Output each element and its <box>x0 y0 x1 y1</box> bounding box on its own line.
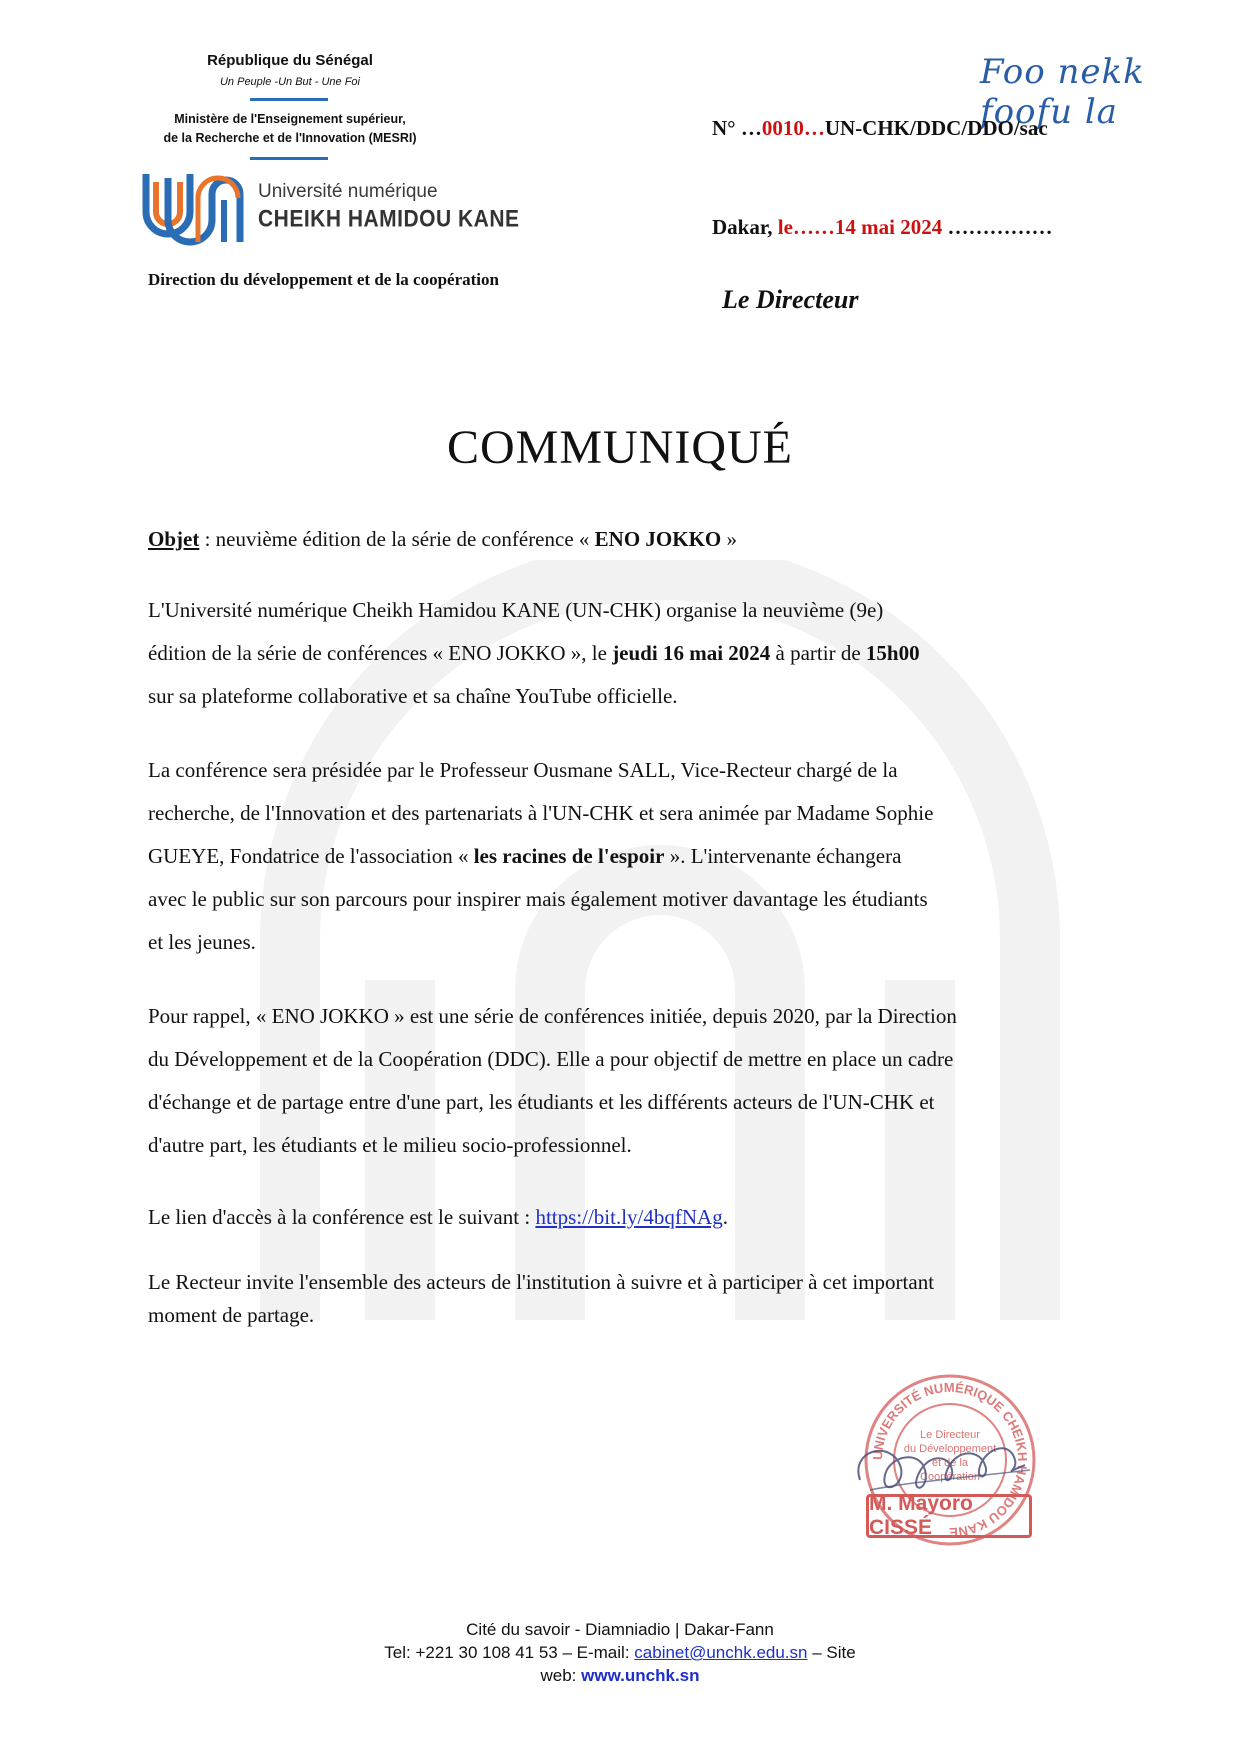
footer-email-link[interactable]: cabinet@unchk.edu.sn <box>634 1643 808 1662</box>
ref-suffix: UN-CHK/DDC/DDO/sac <box>824 116 1048 140</box>
stamp-center-4: Coopération <box>920 1471 980 1483</box>
footer-contact <box>0 1643 1240 1663</box>
subject-line <box>148 518 1098 561</box>
footer-phone: Tel: +221 30 108 41 53 – E-mail: <box>384 1643 635 1662</box>
stamp-center-3: et de la <box>931 1457 969 1469</box>
p3-line-4: d'autre part, les étudiants et le milieu socio-professionnel. <box>148 1133 632 1157</box>
conference-link[interactable]: https://bit.ly/4bqfNAg <box>535 1205 723 1229</box>
reference-number <box>712 116 1048 141</box>
sender-title: Le Directeur <box>722 285 859 314</box>
p5-line-1: Le Recteur invite l'ensemble des acteurs de l'institution à suivre et à participer à cet important <box>148 1270 935 1294</box>
date-suffix: …………… <box>942 215 1053 239</box>
footer-web-label: web: <box>540 1666 582 1685</box>
p2-line-2: recherche, de l'Innovation et des partenariats à l'UN-CHK et sera animée par Madame Sophie <box>148 801 934 825</box>
ministry-line-2: de la Recherche et de l'Innovation (MESRI) <box>163 131 417 145</box>
footer-web <box>0 1666 1240 1686</box>
p1-line-1: L'Université numérique Cheikh Hamidou KANE (UN-CHK) organise la neuvième (9e) <box>148 598 884 622</box>
p3-line-2: du Développement et de la Coopération (DDC). Elle a pour objectif de mettre en place un cadre <box>148 1047 954 1071</box>
ref-number: 0010… <box>761 116 825 140</box>
signatory-name: M. Mayoro CISSÉ <box>869 1492 973 1539</box>
footer-site-label: – Site <box>807 1643 856 1662</box>
page-title: COMMUNIQUÉ <box>447 421 793 474</box>
p2-line-4: avec le public sur son parcours pour inspirer mais également motiver davantage les étudiants <box>148 887 928 911</box>
paragraph-4 <box>148 1196 1098 1239</box>
p4-text: Le lien d'accès à la conférence est le suivant : <box>148 1205 536 1229</box>
national-motto: Un Peuple -Un But - Une Foi <box>219 76 360 88</box>
p4-end: . <box>722 1205 728 1229</box>
paragraph-3 <box>148 995 1098 1167</box>
republic-name: République du Sénégal <box>207 52 373 69</box>
paragraph-1 <box>148 589 1098 718</box>
divider <box>250 98 328 101</box>
p5-line-2: moment de partage. <box>148 1303 315 1327</box>
ministry-line-1: Ministère de l'Enseignement supérieur, <box>174 112 406 126</box>
p1-text: à partir de <box>770 641 866 665</box>
p2-text: GUEYE, Fondatrice de l'association « <box>148 844 474 868</box>
ref-prefix: N° … <box>712 116 762 140</box>
p1-line-3: sur sa plateforme collaborative et sa chaîne YouTube officielle. <box>148 684 678 708</box>
stamp-center-1: Le Directeur <box>920 1429 980 1441</box>
association-name: les racines de l'espoir <box>473 844 665 868</box>
divider <box>250 157 328 160</box>
date-prefix: Dakar, <box>712 215 778 239</box>
p2-line-5: et les jeunes. <box>148 930 256 954</box>
ministry-name <box>130 110 450 148</box>
footer-website-link[interactable]: www.unchk.sn <box>581 1666 700 1685</box>
subject-end: » <box>721 527 738 551</box>
p3-line-1: Pour rappel, « ENO JOKKO » est une série de conférences initiée, depuis 2020, par la Direction <box>148 1004 957 1028</box>
p1-line-2 <box>148 632 1098 675</box>
p1-text: édition de la série de conférences « ENO JOKKO », le <box>148 641 613 665</box>
university-name-line-1: Université numérique <box>258 181 438 202</box>
p2-text: ». L'intervenante échangera <box>664 844 902 868</box>
footer-address: Cité du savoir - Diamniadio | Dakar-Fann <box>466 1620 774 1639</box>
subject-label: Objet <box>148 527 200 551</box>
stamp-name-box <box>866 1494 1032 1538</box>
p2-line-1: La conférence sera présidée par le Professeur Ousmane SALL, Vice-Recteur chargé de la <box>148 758 898 782</box>
stamp-ring-text: UNIVERSITÉ NUMÉRIQUE CHEIKH HAMIDOU KANE <box>869 1379 1031 1541</box>
p3-line-3: d'échange et de partage entre d'une part, les étudiants et les différents acteurs de l'UN-CHK et <box>148 1090 935 1114</box>
p2-line-3 <box>148 835 1098 878</box>
direction-name: Direction du développement et de la coopération <box>148 270 499 289</box>
subject-text: : neuvième édition de la série de conférence « <box>199 527 595 551</box>
event-date: jeudi 16 mai 2024 <box>612 641 771 665</box>
paragraph-2 <box>148 749 1098 964</box>
paragraph-5 <box>148 1266 1098 1332</box>
slogan: Foo nekk foofu la <box>980 52 1145 132</box>
stamp-center-2: du Développement <box>903 1443 997 1455</box>
university-name-line-2: CHEIKH HAMIDOU KANE <box>258 206 520 233</box>
subject-bold: ENO JOKKO <box>594 527 722 551</box>
date-line <box>712 215 1052 240</box>
university-logo-icon <box>138 164 250 250</box>
date-value: le……14 mai 2024 <box>777 215 943 239</box>
event-time: 15h00 <box>865 641 920 665</box>
